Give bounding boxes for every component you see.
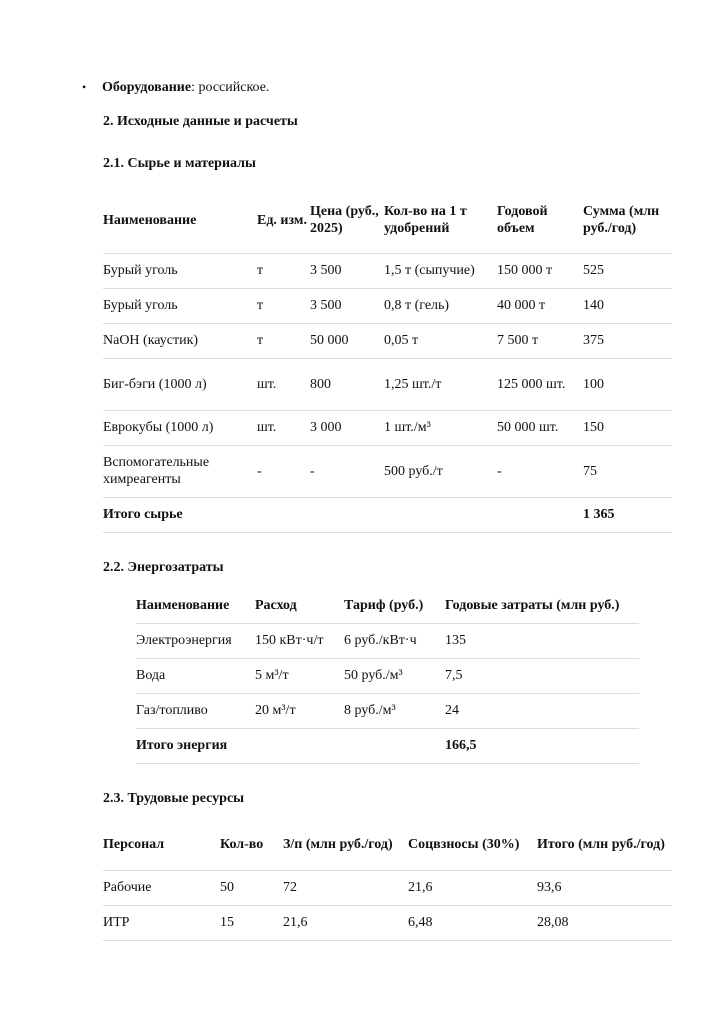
table-cell: 150 кВт·ч/т (255, 633, 324, 648)
table-cell: 50 000 шт. (497, 420, 559, 435)
table-cell: 8 руб./м³ (344, 703, 396, 718)
column-header: З/п (млн руб./год) (283, 836, 393, 852)
column-header: Годовой объем (497, 204, 548, 237)
table-row (136, 693, 639, 728)
table-cell: т (257, 298, 264, 313)
table-row (103, 358, 672, 410)
table-header-row (103, 188, 672, 253)
table-cell: 375 (583, 333, 604, 348)
section-2-heading: 2. Исходные данные и расчеты (103, 114, 298, 129)
table-row (103, 445, 672, 497)
table-cell: Газ/топливо (136, 703, 208, 718)
table-row (136, 623, 639, 658)
column-header: Цена (руб., 2025) (310, 204, 379, 237)
table-cell: 3 500 (310, 263, 342, 278)
column-header: Соцвзносы (30%) (408, 836, 520, 852)
column-header: Персонал (103, 836, 165, 852)
table-cell: 1 шт./м³ (384, 420, 431, 435)
table-cell: 3 500 (310, 298, 342, 313)
column-header: Итого (млн руб./год) (537, 836, 665, 852)
table-cell: 21,6 (283, 915, 308, 930)
equipment-text: : российское. (191, 80, 270, 95)
table-row (103, 323, 672, 358)
table-cell: 800 (310, 376, 331, 392)
column-header: Наименование (136, 597, 230, 613)
table-cell: 0,8 т (гель) (384, 298, 450, 313)
table-total-row (136, 728, 639, 763)
table-cell: 150 000 т (497, 263, 553, 278)
table-cell: 21,6 (408, 880, 433, 895)
table-cell: Бурый уголь (103, 263, 178, 278)
column-header: Ед. изм. (257, 212, 307, 228)
table-cell: 93,6 (537, 880, 562, 895)
labor-heading: 2.3. Трудовые ресурсы (103, 791, 245, 806)
table-row (103, 870, 672, 905)
table-cell: 6,48 (408, 915, 433, 930)
bullet-icon: • (82, 80, 87, 94)
table-cell: 7 500 т (497, 333, 539, 348)
total-label: Итого энергия (136, 738, 228, 753)
table-cell: 150 (583, 420, 604, 435)
table-cell: 6 руб./кВт·ч (344, 633, 417, 648)
table-header-row (103, 819, 672, 870)
table-cell: 72 (283, 880, 297, 895)
table-header-row (136, 588, 639, 623)
column-header: Годовые затраты (млн руб.) (445, 597, 620, 613)
table-row (103, 410, 672, 445)
table-cell: 28,08 (537, 915, 569, 930)
table-cell: 0,05 т (384, 333, 419, 348)
energy-heading: 2.2. Энергозатраты (103, 560, 224, 575)
equipment-bullet (82, 78, 269, 97)
column-header: Наименование (103, 212, 197, 228)
table-cell: Биг-бэги (1000 л) (103, 376, 207, 392)
table-cell: 140 (583, 298, 604, 313)
column-header: Сумма (млн руб./год) (583, 204, 660, 237)
table-cell: 50 000 (310, 333, 349, 348)
table-cell: 7,5 (445, 668, 463, 683)
total-value: 166,5 (445, 738, 477, 753)
table-row (136, 658, 639, 693)
table-cell: 1,5 т (сыпучие) (384, 263, 475, 278)
table-cell: Вода (136, 668, 166, 683)
table-cell: 20 м³/т (255, 703, 296, 718)
table-cell: 3 000 (310, 420, 342, 435)
table-cell: 5 м³/т (255, 668, 289, 683)
labor-table (103, 819, 672, 941)
table-cell: 50 (220, 880, 234, 895)
table-cell: 40 000 т (497, 298, 546, 313)
raw-materials-heading: 2.1. Сырье и материалы (103, 156, 256, 171)
table-cell: - (497, 463, 502, 479)
table-cell: 500 руб./т (384, 463, 443, 479)
table-cell: Рабочие (103, 880, 152, 895)
table-cell: 75 (583, 463, 597, 479)
table-cell: т (257, 333, 264, 348)
total-value: 1 365 (583, 507, 615, 522)
table-cell: 24 (445, 703, 459, 718)
table-cell: 50 руб./м³ (344, 668, 403, 683)
equipment-label: Оборудование (102, 80, 192, 95)
table-cell: Еврокубы (1000 л) (103, 420, 214, 435)
table-row (103, 288, 672, 323)
table-cell: 135 (445, 633, 466, 648)
table-cell: 1,25 шт./т (384, 376, 442, 392)
raw-materials-table (103, 188, 672, 533)
table-cell: шт. (257, 420, 277, 435)
table-cell: NaOH (каустик) (103, 333, 199, 348)
column-header: Кол-во на 1 т удобрений (384, 204, 467, 237)
table-cell: 100 (583, 376, 604, 392)
column-header: Кол-во (220, 836, 264, 852)
table-cell: Электроэнергия (136, 633, 232, 648)
table-cell: Бурый уголь (103, 298, 178, 313)
table-cell: 15 (220, 915, 234, 930)
table-cell: 125 000 шт. (497, 376, 566, 392)
table-row (103, 905, 672, 940)
column-header: Тариф (руб.) (344, 597, 424, 613)
table-cell: Вспомогательные химреагенты (103, 455, 210, 487)
table-cell: ИТР (103, 915, 130, 930)
table-row (103, 253, 672, 288)
table-total-row (103, 497, 672, 532)
column-header: Расход (255, 597, 297, 613)
table-cell: - (310, 463, 315, 479)
energy-table (136, 588, 639, 764)
table-cell: - (257, 463, 262, 479)
table-cell: т (257, 263, 264, 278)
total-label: Итого сырье (103, 507, 183, 522)
table-cell: шт. (257, 376, 277, 392)
table-cell: 525 (583, 263, 604, 278)
